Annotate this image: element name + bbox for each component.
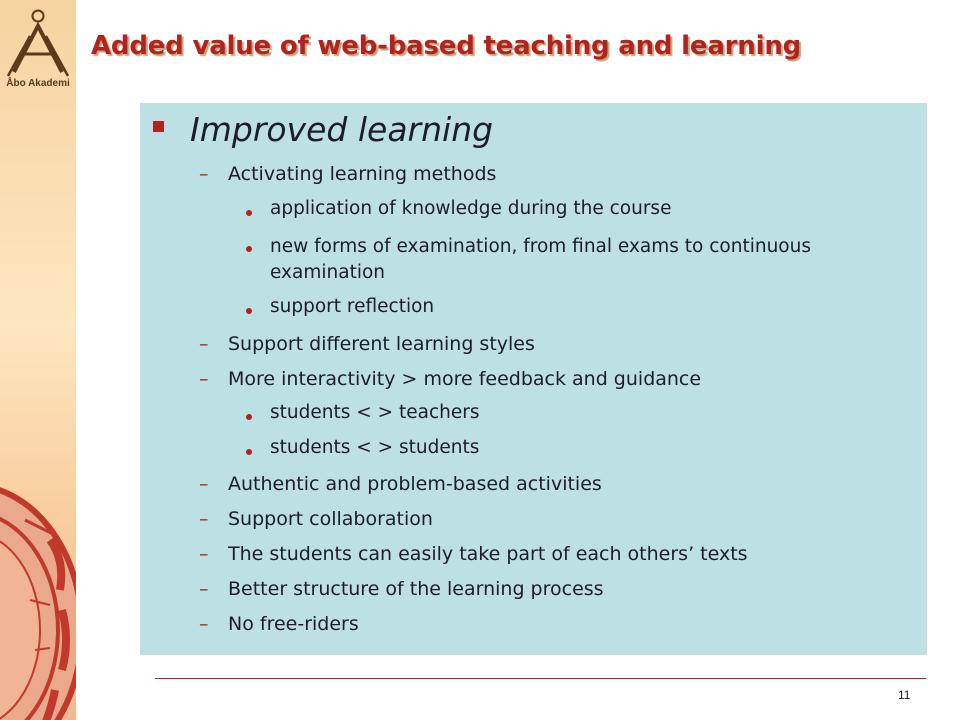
dash-bullet-icon: – xyxy=(199,163,209,185)
dash-bullet-icon: – xyxy=(199,368,209,390)
sub-list-item: students < > students xyxy=(270,437,480,458)
dot-bullet-icon xyxy=(246,449,252,455)
dot-bullet-icon xyxy=(246,246,252,252)
list-item: Better structure of the learning process xyxy=(228,578,604,600)
slide-title: Added value of web-based teaching and learning xyxy=(91,31,802,61)
list-item: Support different learning styles xyxy=(228,333,535,355)
dot-bullet-icon xyxy=(246,308,252,314)
dot-bullet-icon xyxy=(246,210,252,216)
list-item: More interactivity > more feedback and guidance xyxy=(228,368,702,390)
sub-list-item: students < > teachers xyxy=(270,402,480,423)
dash-bullet-icon: – xyxy=(199,333,209,355)
sub-list-item: support reflection xyxy=(270,296,435,317)
list-item: No free-riders xyxy=(228,613,359,635)
list-item: The students can easily take part of each others’ texts xyxy=(228,543,748,565)
sub-list-item: new forms of examination, from final exams to continuous examination xyxy=(270,236,811,283)
square-bullet-icon xyxy=(153,121,164,132)
side-decoration-band xyxy=(0,0,76,720)
sub-list-item: application of knowledge during the course xyxy=(270,198,672,219)
dash-bullet-icon: – xyxy=(199,473,209,495)
footer-rule xyxy=(155,678,926,679)
page-number: 11 xyxy=(898,688,911,702)
dash-bullet-icon: – xyxy=(199,613,209,635)
logo-text: Åbo Akademi xyxy=(6,78,70,89)
list-item: Support collaboration xyxy=(228,508,433,530)
main-heading: Improved learning xyxy=(190,110,494,149)
dash-bullet-icon: – xyxy=(199,578,209,600)
dash-bullet-icon: – xyxy=(199,543,209,565)
dash-bullet-icon: – xyxy=(199,508,209,530)
university-seal-icon xyxy=(0,480,76,720)
list-item: Activating learning methods xyxy=(228,163,497,185)
dot-bullet-icon xyxy=(246,414,252,420)
list-item: Authentic and problem-based activities xyxy=(228,473,602,495)
